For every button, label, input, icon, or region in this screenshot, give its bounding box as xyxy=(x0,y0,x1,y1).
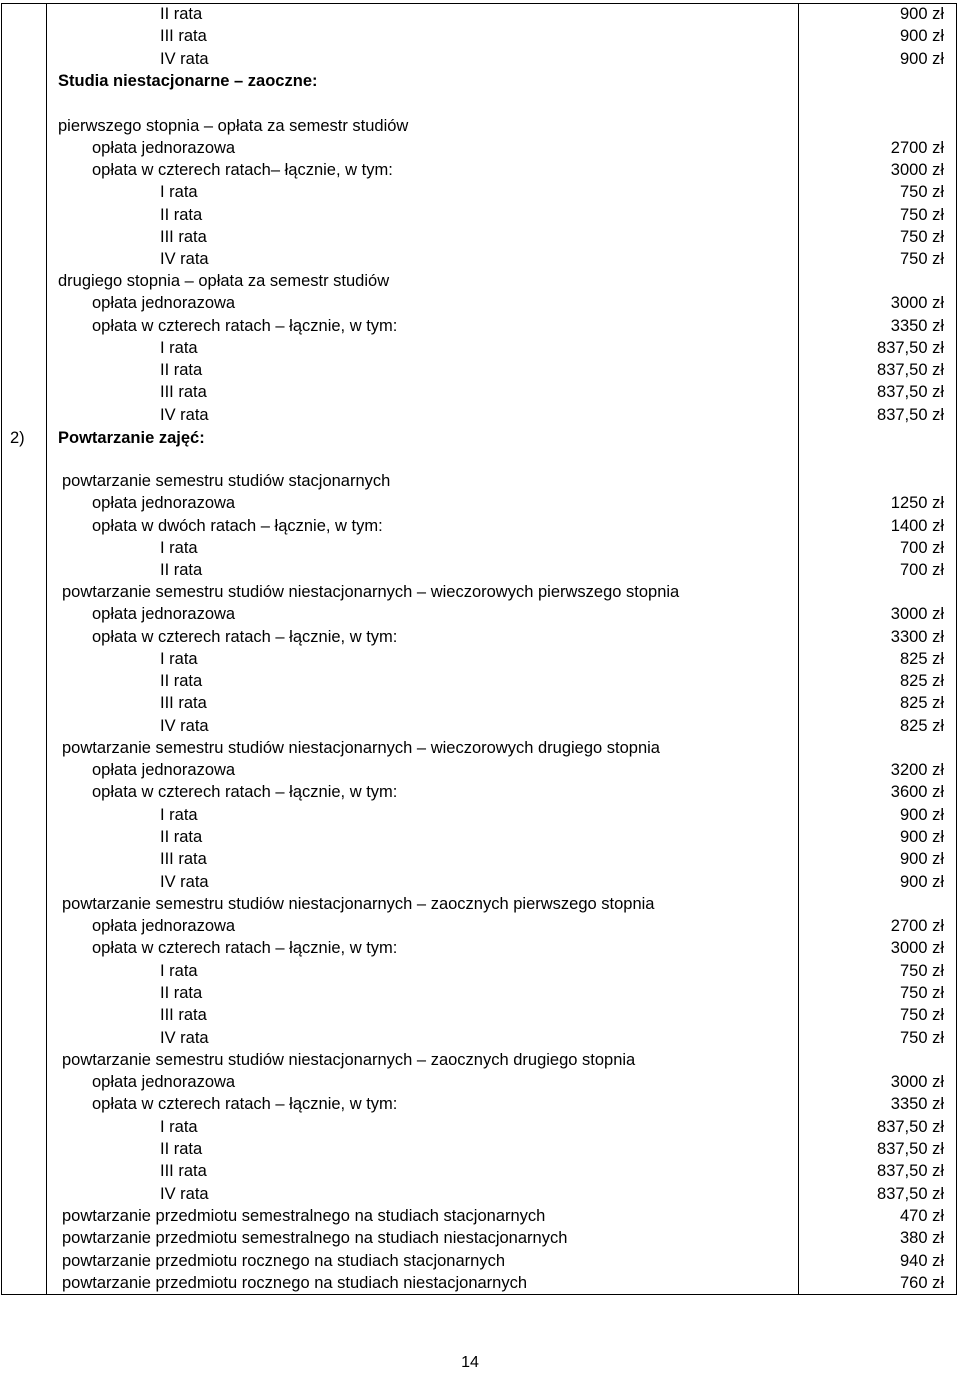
table-row xyxy=(0,292,960,314)
section-number: 2) xyxy=(10,429,25,447)
table-row xyxy=(0,1027,960,1049)
fee-amount: 900 zł xyxy=(899,806,944,824)
fee-amount: 837,50 zł xyxy=(877,1185,944,1203)
table-row xyxy=(0,960,960,982)
table-row xyxy=(0,248,960,270)
table-row xyxy=(0,1160,960,1182)
table-row xyxy=(0,226,960,248)
fee-amount: 750 zł xyxy=(899,962,944,980)
table-row xyxy=(0,1250,960,1272)
table-row xyxy=(0,626,960,648)
table-row xyxy=(0,70,960,92)
table-row xyxy=(0,381,960,403)
table-row xyxy=(0,804,960,826)
fee-amount: 900 zł xyxy=(899,5,944,23)
fee-label: powtarzanie semestru studiów niestacjonarnych – zaocznych pierwszego stopnia xyxy=(62,895,655,913)
fee-amount: 2700 zł xyxy=(890,917,944,935)
table-row xyxy=(0,404,960,426)
fee-label: opłata jednorazowa xyxy=(92,139,236,157)
fee-label: powtarzanie semestru studiów niestacjonarnych – wieczorowych drugiego stopnia xyxy=(62,739,660,757)
table-row xyxy=(0,515,960,537)
table-row xyxy=(0,1049,960,1071)
fee-label: opłata jednorazowa xyxy=(92,294,236,312)
fee-label: III rata xyxy=(160,694,207,712)
fee-amount: 900 zł xyxy=(899,27,944,45)
fee-label: III rata xyxy=(160,383,207,401)
table-row xyxy=(0,315,960,337)
fee-label: opłata jednorazowa xyxy=(92,761,236,779)
table-row xyxy=(0,181,960,203)
fee-label: III rata xyxy=(160,228,207,246)
table-row xyxy=(0,337,960,359)
fee-amount: 837,50 zł xyxy=(877,1118,944,1136)
fee-amount: 837,50 zł xyxy=(877,339,944,357)
fee-amount: 3300 zł xyxy=(890,628,944,646)
fee-label: opłata w dwóch ratach – łącznie, w tym: xyxy=(92,517,383,535)
fee-label: opłata jednorazowa xyxy=(92,494,236,512)
fee-amount: 825 zł xyxy=(899,672,944,690)
fee-label: IV rata xyxy=(160,873,209,891)
fee-label: IV rata xyxy=(160,1185,209,1203)
table-row xyxy=(0,1272,960,1294)
fee-label: powtarzanie semestru studiów stacjonarnych xyxy=(62,472,391,490)
fee-amount: 825 zł xyxy=(899,717,944,735)
fee-amount: 2700 zł xyxy=(890,139,944,157)
table-row xyxy=(0,670,960,692)
fee-label: II rata xyxy=(160,5,203,23)
fee-amount: 700 zł xyxy=(899,561,944,579)
table-row xyxy=(0,581,960,603)
fee-amount: 750 zł xyxy=(899,984,944,1002)
fee-amount: 837,50 zł xyxy=(877,1162,944,1180)
table-row xyxy=(0,48,960,70)
fee-amount: 900 zł xyxy=(899,873,944,891)
fee-amount: 700 zł xyxy=(899,539,944,557)
table-row xyxy=(0,826,960,848)
fee-label: I rata xyxy=(160,806,198,824)
fee-label: II rata xyxy=(160,672,203,690)
fee-amount: 3000 zł xyxy=(890,294,944,312)
fee-label: I rata xyxy=(160,962,198,980)
fee-label: opłata jednorazowa xyxy=(92,917,236,935)
fee-label: opłata jednorazowa xyxy=(92,605,236,623)
fee-amount: 837,50 zł xyxy=(877,383,944,401)
table-row xyxy=(0,871,960,893)
fee-label: III rata xyxy=(160,850,207,868)
fee-amount: 3350 zł xyxy=(890,317,944,335)
fee-label: III rata xyxy=(160,27,207,45)
table-row xyxy=(0,1071,960,1093)
table-row xyxy=(0,3,960,25)
fee-amount: 1250 zł xyxy=(890,494,944,512)
fee-amount: 3200 zł xyxy=(890,761,944,779)
table-row xyxy=(0,781,960,803)
section-heading: Studia niestacjonarne – zaoczne: xyxy=(58,72,318,90)
fee-label: IV rata xyxy=(160,250,209,268)
table-row xyxy=(0,715,960,737)
fee-amount: 837,50 zł xyxy=(877,361,944,379)
table-row xyxy=(0,470,960,492)
fee-amount: 900 zł xyxy=(899,828,944,846)
table-row xyxy=(0,359,960,381)
fee-label: II rata xyxy=(160,361,203,379)
fee-amount: 940 zł xyxy=(899,1252,944,1270)
fee-label: powtarzanie semestru studiów niestacjonarnych – wieczorowych pierwszego stopnia xyxy=(62,583,680,601)
table-row xyxy=(0,893,960,915)
table-row xyxy=(0,25,960,47)
table-row xyxy=(0,982,960,1004)
fee-amount: 470 zł xyxy=(899,1207,944,1225)
fee-label: I rata xyxy=(160,650,198,668)
fee-label: I rata xyxy=(160,1118,198,1136)
fee-label: IV rata xyxy=(160,406,209,424)
fee-amount: 750 zł xyxy=(899,228,944,246)
fee-label: IV rata xyxy=(160,1029,209,1047)
page-number: 14 xyxy=(461,1354,479,1371)
fee-label: powtarzanie przedmiotu semestralnego na studiach stacjonarnych xyxy=(62,1207,546,1225)
table-row xyxy=(0,427,960,449)
table-row xyxy=(0,1116,960,1138)
fee-amount: 3000 zł xyxy=(890,939,944,957)
table-row xyxy=(0,737,960,759)
table-row xyxy=(0,137,960,159)
fee-label: III rata xyxy=(160,1162,207,1180)
fee-label: powtarzanie przedmiotu semestralnego na studiach niestacjonarnych xyxy=(62,1229,568,1247)
fee-amount: 825 zł xyxy=(899,694,944,712)
table-row xyxy=(0,603,960,625)
fee-amount: 837,50 zł xyxy=(877,406,944,424)
fee-amount: 900 zł xyxy=(899,850,944,868)
table-row xyxy=(0,1227,960,1249)
table-row xyxy=(0,1205,960,1227)
table-row xyxy=(0,648,960,670)
table-row xyxy=(0,1093,960,1115)
table-row xyxy=(0,1138,960,1160)
fee-amount: 3000 zł xyxy=(890,605,944,623)
fee-amount: 825 zł xyxy=(899,650,944,668)
fee-amount: 900 zł xyxy=(899,50,944,68)
fee-amount: 837,50 zł xyxy=(877,1140,944,1158)
table-row xyxy=(0,759,960,781)
fee-label: II rata xyxy=(160,828,203,846)
fee-amount: 3600 zł xyxy=(890,783,944,801)
table-row xyxy=(0,848,960,870)
fee-label: opłata w czterech ratach – łącznie, w tym: xyxy=(92,1095,398,1113)
table-row xyxy=(0,204,960,226)
fee-label: opłata w czterech ratach– łącznie, w tym: xyxy=(92,161,393,179)
table-row xyxy=(0,270,960,292)
table-row xyxy=(0,1183,960,1205)
fee-label: opłata w czterech ratach – łącznie, w tym: xyxy=(92,317,398,335)
fee-label: powtarzanie semestru studiów niestacjonarnych – zaocznych drugiego stopnia xyxy=(62,1051,636,1069)
fee-label: II rata xyxy=(160,206,203,224)
fee-label: II rata xyxy=(160,984,203,1002)
fee-amount: 750 zł xyxy=(899,206,944,224)
fee-label: IV rata xyxy=(160,717,209,735)
fee-amount: 750 zł xyxy=(899,183,944,201)
fee-amount: 1400 zł xyxy=(890,517,944,535)
fee-amount: 750 zł xyxy=(899,1029,944,1047)
table-row xyxy=(0,492,960,514)
fee-label: opłata w czterech ratach – łącznie, w tym: xyxy=(92,939,398,957)
section-heading: Powtarzanie zajęć: xyxy=(58,429,205,447)
table-row xyxy=(0,115,960,137)
fee-label: pierwszego stopnia – opłata za semestr studiów xyxy=(58,117,409,135)
fee-amount: 750 zł xyxy=(899,250,944,268)
fee-amount: 760 zł xyxy=(899,1274,944,1292)
table-row xyxy=(0,692,960,714)
table-row xyxy=(0,537,960,559)
fee-label: opłata jednorazowa xyxy=(92,1073,236,1091)
table-row xyxy=(0,559,960,581)
fee-label: I rata xyxy=(160,183,198,201)
fee-amount: 3000 zł xyxy=(890,1073,944,1091)
fee-amount: 380 zł xyxy=(899,1229,944,1247)
fee-amount: 750 zł xyxy=(899,1006,944,1024)
table-row xyxy=(0,1004,960,1026)
fee-label: I rata xyxy=(160,339,198,357)
fee-label: powtarzanie przedmiotu rocznego na studiach stacjonarnych xyxy=(62,1252,506,1270)
table-row xyxy=(0,937,960,959)
fee-label: opłata w czterech ratach – łącznie, w tym: xyxy=(92,783,398,801)
fee-label: drugiego stopnia – opłata za semestr studiów xyxy=(58,272,390,290)
fee-label: opłata w czterech ratach – łącznie, w tym: xyxy=(92,628,398,646)
fee-label: III rata xyxy=(160,1006,207,1024)
fee-label: II rata xyxy=(160,561,203,579)
fee-label: powtarzanie przedmiotu rocznego na studiach niestacjonarnych xyxy=(62,1274,528,1292)
fee-label: IV rata xyxy=(160,50,209,68)
table-row xyxy=(0,159,960,181)
fee-amount: 3350 zł xyxy=(890,1095,944,1113)
fee-amount: 3000 zł xyxy=(890,161,944,179)
fee-label: II rata xyxy=(160,1140,203,1158)
table-row xyxy=(0,915,960,937)
fee-label: I rata xyxy=(160,539,198,557)
